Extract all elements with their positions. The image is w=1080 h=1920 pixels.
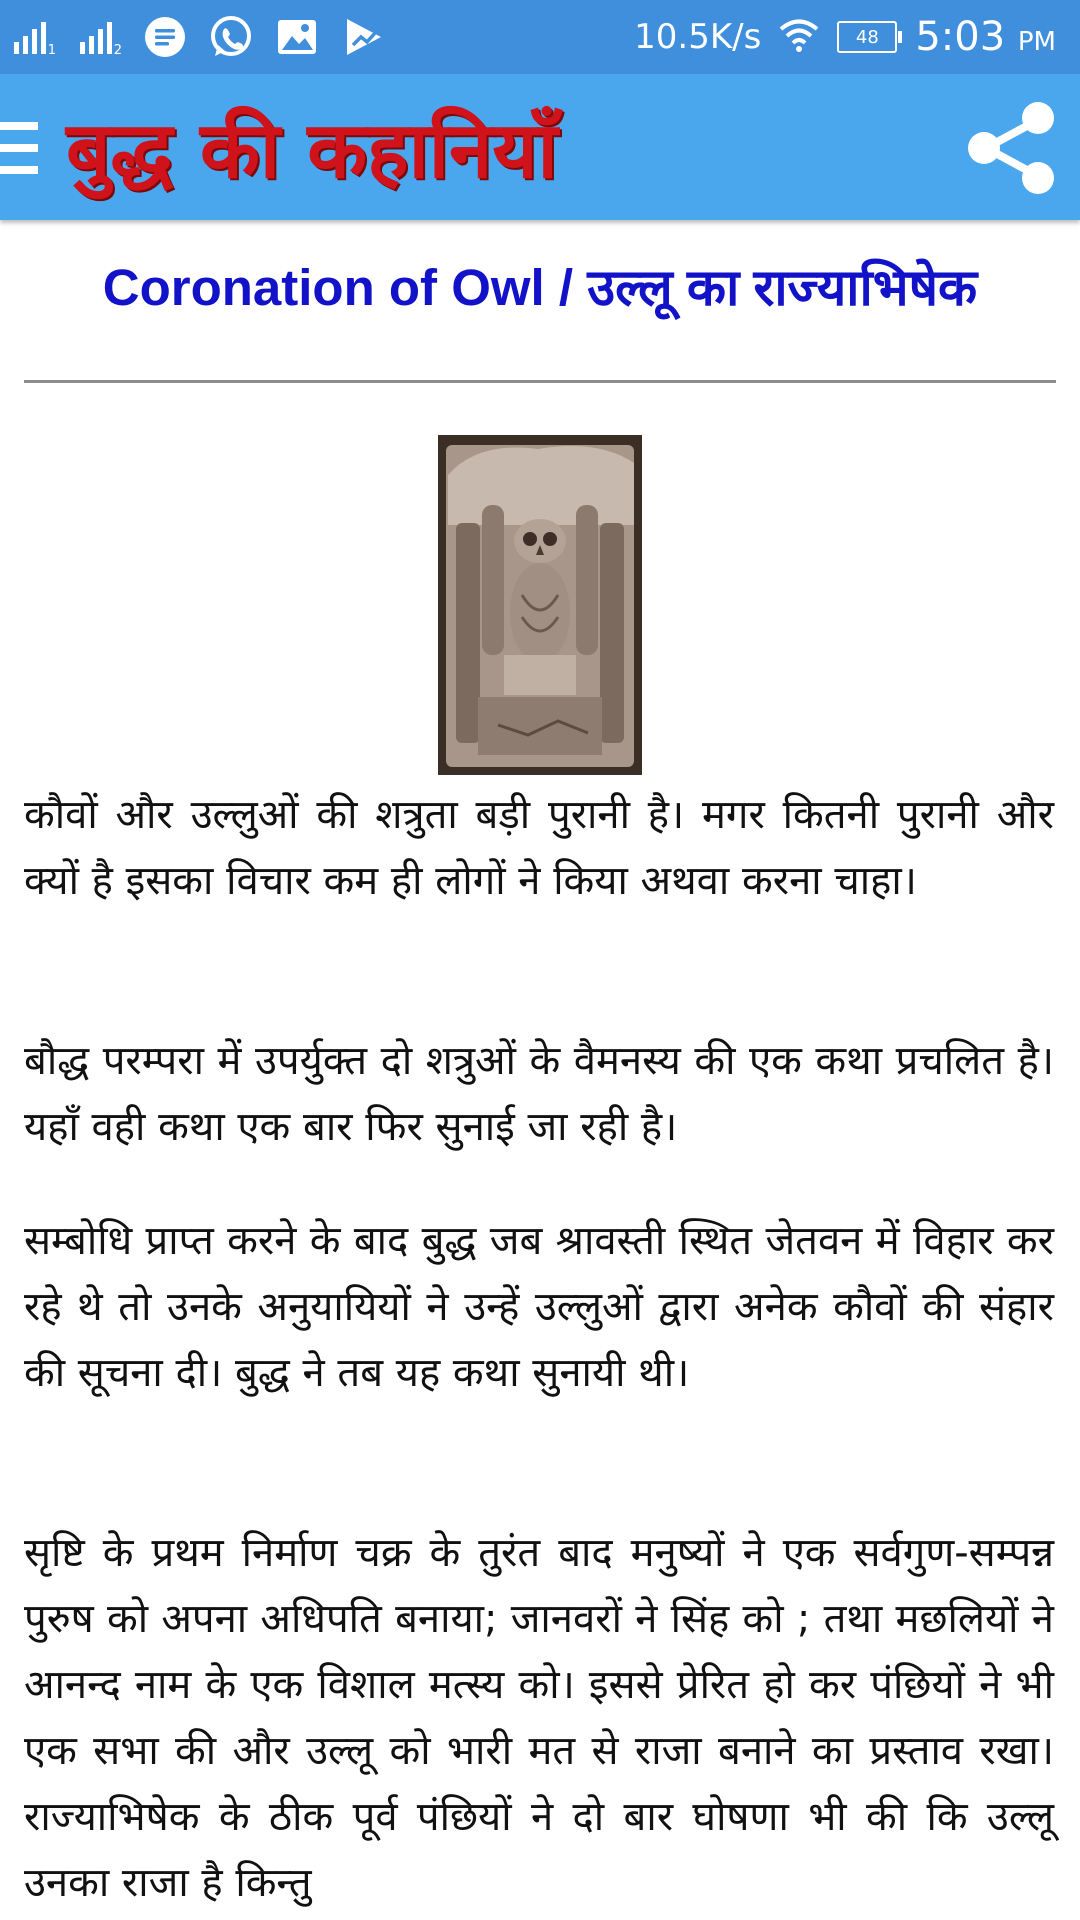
story-paragraph: कौवों और उल्लुओं की शत्रुता बड़ी पुरानी है। मगर कितनी पुरानी और क्यों है इसका विचार कम ही लोगों ने किया अथवा करना चाहा। xyxy=(24,792,1054,904)
hamburger-icon[interactable] xyxy=(0,122,38,174)
sim-2-label: 2 xyxy=(113,43,122,58)
clock xyxy=(915,14,1056,60)
network-speed: 10.5K/s xyxy=(634,17,762,57)
battery-icon xyxy=(837,21,897,53)
whatsapp-icon xyxy=(208,14,254,60)
battery-level: 48 xyxy=(855,26,879,48)
story-paragraph: सृष्टि के प्रथम निर्माण चक्र के तुरंत बाद मनुष्यों ने एक सर्वगुण-सम्पन्न पुरुष को अपना अधिपति बनाया; जानवरों ने सिंह को ; तथा मछलियों ने आनन्द नाम के एक विशाल मत्स्य को। इससे प्रेरित हो कर पंछियों ने भी एक सभा की और उल्लू को भारी मत से राजा बनाने का प्रस्ताव रखा। राज्याभिषेक के ठीक पूर्व पंछियों ने दो बार घोषणा भी की कि उल्लू उनका राजा है किन्तु xyxy=(24,1530,1054,1906)
signal-icon xyxy=(14,20,56,58)
clock-time: 5:03 xyxy=(915,14,1006,60)
app-title: बुद्ध की कहानियाँ xyxy=(66,105,558,196)
status-bar xyxy=(0,0,1080,74)
signal-icon xyxy=(80,20,122,58)
story-content[interactable] xyxy=(0,222,1080,1920)
sim-1-label: 1 xyxy=(47,43,56,58)
message-icon xyxy=(142,14,188,60)
owl-relief-image xyxy=(438,435,642,775)
story-paragraph: सम्बोधि प्राप्त करने के बाद बुद्ध जब श्रावस्ती स्थित जेतवन में विहार कर रहे थे तो उनके अनुयायियों ने उन्हें उल्लुओं द्वारा अनेक कौवों की संहार की सूचना दी। बुद्ध ने तब यह कथा सुनायी थी। xyxy=(24,1218,1054,1396)
app-bar xyxy=(0,74,1080,220)
gallery-icon xyxy=(274,14,320,60)
clock-ampm: PM xyxy=(1017,27,1056,57)
wifi-icon xyxy=(779,18,819,56)
story-paragraph: बौद्ध परम्परा में उपर्युक्त दो शत्रुओं के वैमनस्य की एक कथा प्रचलित है। यहाँ वही कथा एक बार फिर सुनाई जा रही है। xyxy=(24,1038,1054,1150)
play-store-icon xyxy=(340,14,386,60)
status-bar-system xyxy=(634,10,1056,64)
divider xyxy=(24,380,1056,383)
status-bar-notifications xyxy=(14,12,386,62)
story-title: Coronation of Owl / उल्लू का राज्याभिषेक xyxy=(102,259,978,316)
share-icon[interactable] xyxy=(960,96,1062,198)
